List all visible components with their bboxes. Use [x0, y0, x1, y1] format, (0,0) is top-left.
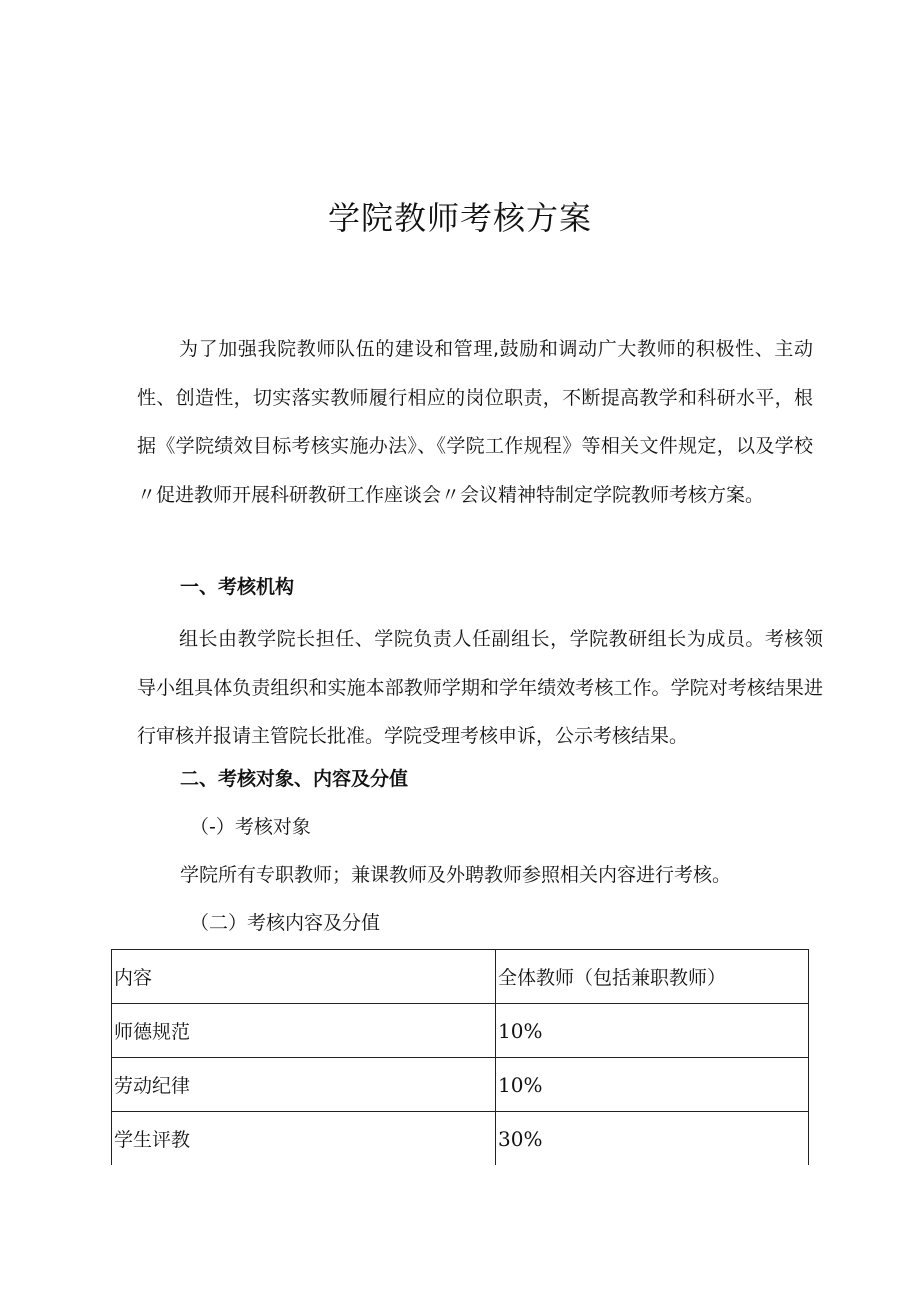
table-cell-item: 学生评教	[112, 1112, 496, 1166]
table-row	[112, 1004, 809, 1058]
table-cell-item: 师德规范	[112, 1004, 496, 1058]
section2-heading: 二、考核对象、内容及分值	[180, 768, 409, 790]
document-title: 学院教师考核方案	[327, 199, 592, 237]
table-header-cell: 全体教师（包括兼职教师）	[496, 950, 809, 1004]
score-table	[111, 949, 809, 1165]
table-cell-item: 劳动纪律	[112, 1058, 496, 1112]
table-cell-weight: 30%	[496, 1112, 809, 1166]
table-row	[112, 1112, 809, 1166]
intro-paragraph: 为了加强我院教师队伍的建设和管理,鼓励和调动广大教师的积极性、主动性、创造性，切实落实教师履行相应的岗位职责，不断提高教学和科研水平，根据《学院绩效目标考核实施办法》、《学院工作规程》等相关文件规定，以及学校〃促进教师开展科研教研工作座谈会〃会议精神特制定学院教师考核方案。	[137, 338, 813, 506]
section1-body: 组长由教学院长担任、学院负责人任副组长，学院教研组长为成员。考核领导小组具体负责组织和实施本部教师学期和学年绩效考核工作。学院对考核结果进行审核并报请主管院长批准。学院受理考核申诉，公示考核结果。	[137, 628, 823, 747]
table-row	[112, 1058, 809, 1112]
table-header-row	[112, 950, 809, 1004]
sub1-body: 学院所有专职教师；兼课教师及外聘教师参照相关内容进行考核。	[180, 864, 732, 886]
sub2-heading: （二）考核内容及分值	[190, 912, 381, 934]
table-cell-weight: 10%	[496, 1058, 809, 1112]
table-header-cell: 内容	[112, 950, 496, 1004]
table-cell-weight: 10%	[496, 1004, 809, 1058]
section1-heading: 一、考核机构	[180, 576, 295, 598]
sub1-heading: （-）考核对象	[190, 816, 311, 838]
